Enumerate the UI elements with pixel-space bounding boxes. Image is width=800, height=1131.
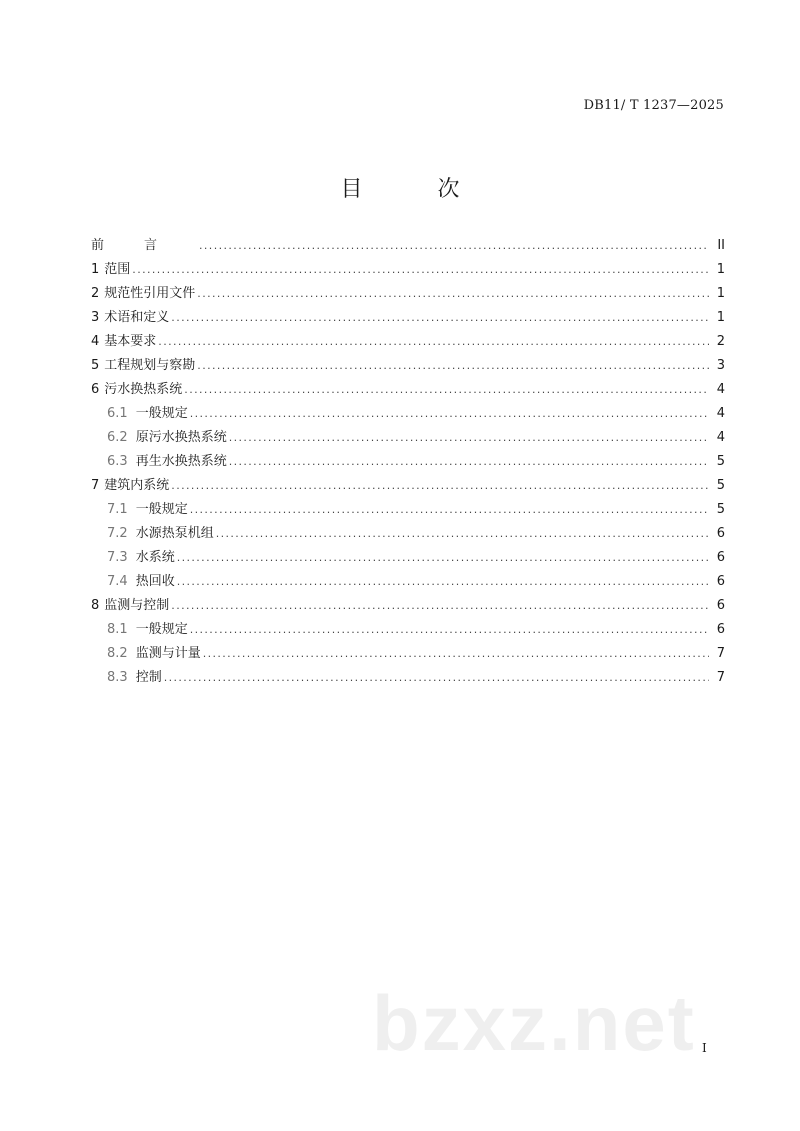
toc-entry-number: 6.3 <box>107 454 128 469</box>
toc-entry-5[interactable] <box>91 354 725 378</box>
toc-entry-number: 7.4 <box>107 574 128 589</box>
toc-entry-label: 控制 <box>135 670 162 685</box>
toc-entry-number: 6.1 <box>107 406 128 421</box>
toc-entry-number: 7 <box>91 478 100 493</box>
toc-leader-dots <box>158 330 709 354</box>
toc-entry-number: 6 <box>91 382 100 397</box>
toc-leader-dots <box>229 450 709 474</box>
toc-entry-page: 1 <box>716 310 725 325</box>
toc-entry-page: 6 <box>716 526 725 541</box>
toc-leader-dots <box>164 666 709 690</box>
toc-entry-label: 监测与控制 <box>104 598 170 613</box>
toc-entry-8[interactable] <box>91 594 725 618</box>
toc-entry-page: 6 <box>716 550 725 565</box>
toc-entry-number: 7.1 <box>107 502 128 517</box>
toc-entry-number: 6.2 <box>107 430 128 445</box>
toc-title: 目 次 <box>340 177 494 202</box>
toc-entry-label: 基本要求 <box>104 334 157 349</box>
document-code: DB11/ T 1237—2025 <box>583 98 724 113</box>
toc-entry-6-3[interactable] <box>91 450 725 474</box>
toc-entry-7[interactable] <box>91 474 725 498</box>
toc-entry-6[interactable] <box>91 378 725 402</box>
toc-entry-7-2[interactable] <box>91 522 725 546</box>
toc-entry-page: II <box>717 238 725 253</box>
toc-entry-page: 4 <box>716 406 725 421</box>
toc-entry-label: 水源热泵机组 <box>135 526 214 541</box>
toc-entry-page: 6 <box>716 574 725 589</box>
toc-entry-label: 原污水换热系统 <box>135 430 227 445</box>
toc-entry-label: 水系统 <box>135 550 175 565</box>
toc-entry-page: 4 <box>716 382 725 397</box>
toc-entry-label: 监测与计量 <box>135 646 201 661</box>
toc-entry-label: 污水换热系统 <box>104 382 183 397</box>
toc-entry-number: 3 <box>91 310 100 325</box>
toc-entry-number: 8.2 <box>107 646 128 661</box>
toc-leader-dots <box>171 474 709 498</box>
toc-entry-4[interactable] <box>91 330 725 354</box>
toc-entry-label: 一般规定 <box>135 502 188 517</box>
toc-entry-8-2[interactable] <box>91 642 725 666</box>
toc-entry-page: 1 <box>716 286 725 301</box>
toc-entry-label: 一般规定 <box>135 622 188 637</box>
toc-entry-7-1[interactable] <box>91 498 725 522</box>
toc-entry-label: 术语和定义 <box>104 310 170 325</box>
toc-entry-label: 建筑内系统 <box>104 478 170 493</box>
toc-entry-page: 5 <box>716 502 725 517</box>
toc-entry-number: 5 <box>91 358 100 373</box>
toc-entry-page: 5 <box>716 478 725 493</box>
toc-entry-foreword[interactable] <box>91 234 725 258</box>
toc-entry-page: 3 <box>716 358 725 373</box>
toc-leader-dots <box>171 306 709 330</box>
toc-entry-label: 范围 <box>104 262 131 277</box>
toc-entry-2[interactable] <box>91 282 725 306</box>
toc-entry-7-4[interactable] <box>91 570 725 594</box>
toc-entry-number: 8.3 <box>107 670 128 685</box>
toc-leader-dots <box>190 498 709 522</box>
toc-leader-dots <box>199 234 709 258</box>
toc-leader-dots <box>184 378 709 402</box>
toc-entry-3[interactable] <box>91 306 725 330</box>
toc-entry-page: 1 <box>716 262 725 277</box>
toc-entry-8-3[interactable] <box>91 666 725 690</box>
toc-entry-page: 7 <box>716 646 725 661</box>
toc-entry-label: 热回收 <box>135 574 175 589</box>
toc-entry-page: 2 <box>716 334 725 349</box>
toc-leader-dots <box>177 546 709 570</box>
toc-entry-number: 4 <box>91 334 100 349</box>
toc-entry-label: 再生水换热系统 <box>135 454 227 469</box>
toc-leader-dots <box>229 426 709 450</box>
toc-leader-dots <box>197 282 709 306</box>
toc-leader-dots <box>197 354 709 378</box>
toc-entry-label: 前言 <box>91 238 198 253</box>
toc-entry-1[interactable] <box>91 258 725 282</box>
toc-leader-dots <box>203 642 709 666</box>
toc-leader-dots <box>177 570 709 594</box>
watermark: bzxz.net <box>372 979 696 1067</box>
toc-entry-number: 8 <box>91 598 100 613</box>
toc-entry-page: 6 <box>716 598 725 613</box>
toc-entry-page: 4 <box>716 430 725 445</box>
toc-entry-7-3[interactable] <box>91 546 725 570</box>
toc-entry-8-1[interactable] <box>91 618 725 642</box>
toc-entry-label: 工程规划与察勘 <box>104 358 196 373</box>
toc-entry-label: 规范性引用文件 <box>104 286 196 301</box>
toc-entry-page: 6 <box>716 622 725 637</box>
toc-leader-dots <box>190 402 709 426</box>
toc-entry-number: 7.2 <box>107 526 128 541</box>
toc-leader-dots <box>171 594 709 618</box>
toc-leader-dots <box>216 522 709 546</box>
toc-entry-number: 8.1 <box>107 622 128 637</box>
toc-leader-dots <box>132 258 709 282</box>
page-number: I <box>702 1041 707 1055</box>
toc-entry-number: 2 <box>91 286 100 301</box>
toc-leader-dots <box>190 618 709 642</box>
toc-entry-page: 5 <box>716 454 725 469</box>
toc-entry-number: 7.3 <box>107 550 128 565</box>
toc-entry-number: 1 <box>91 262 100 277</box>
toc-entry-page: 7 <box>716 670 725 685</box>
table-of-contents <box>91 234 725 690</box>
toc-entry-6-2[interactable] <box>91 426 725 450</box>
toc-entry-label: 一般规定 <box>135 406 188 421</box>
toc-entry-6-1[interactable] <box>91 402 725 426</box>
